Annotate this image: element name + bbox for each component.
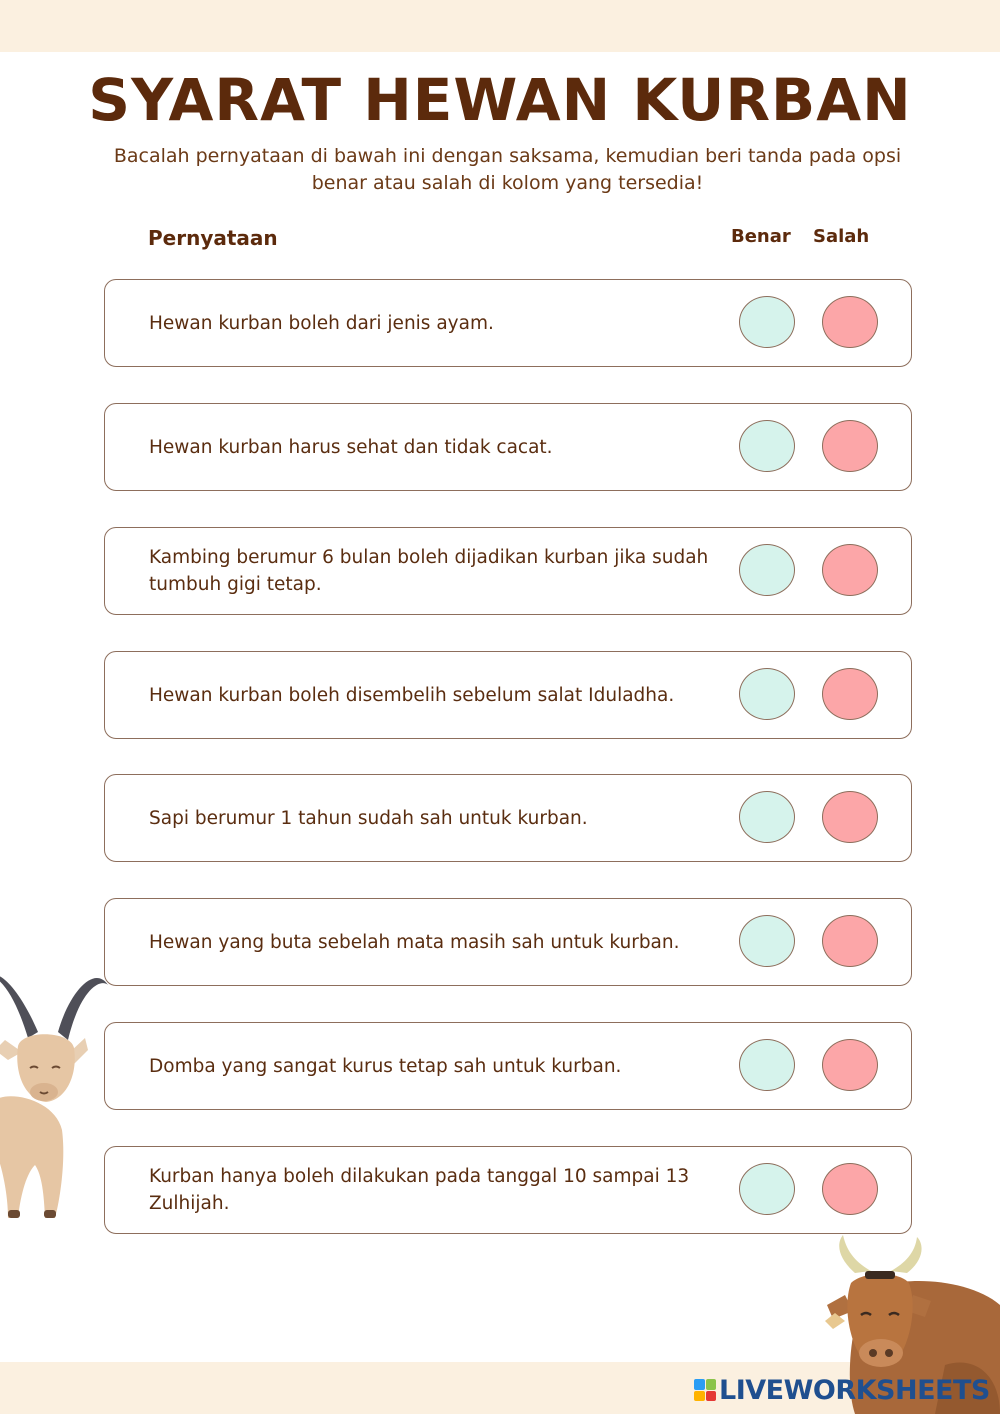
top-band	[0, 0, 1000, 52]
salah-option[interactable]	[822, 915, 878, 967]
liveworksheets-wordmark: LIVEWORKSHEETS	[719, 1374, 990, 1406]
statement-row	[104, 1022, 912, 1110]
statement-row	[104, 403, 912, 491]
statement-text: Kambing berumur 6 bulan boleh dijadikan kurban jika sudah tumbuh gigi tetap.	[149, 547, 709, 595]
benar-option[interactable]	[739, 420, 795, 472]
statement-row	[104, 527, 912, 615]
statement-text: Domba yang sangat kurus tetap sah untuk kurban.	[149, 1055, 622, 1077]
statement-row	[104, 279, 912, 367]
benar-option[interactable]	[739, 544, 795, 596]
benar-option[interactable]	[739, 791, 795, 843]
goat-illustration	[0, 960, 110, 1230]
statement-row	[104, 651, 912, 739]
statement-row	[104, 898, 912, 986]
column-header-benar: Benar	[731, 226, 791, 247]
salah-option[interactable]	[822, 668, 878, 720]
salah-option[interactable]	[822, 1039, 878, 1091]
benar-option[interactable]	[739, 1039, 795, 1091]
benar-option[interactable]	[739, 668, 795, 720]
salah-option[interactable]	[822, 420, 878, 472]
benar-option[interactable]	[739, 296, 795, 348]
liveworksheets-logo-icon	[694, 1379, 716, 1401]
statement-text: Hewan yang buta sebelah mata masih sah untuk kurban.	[149, 931, 680, 953]
salah-option[interactable]	[822, 296, 878, 348]
statement-text: Kurban hanya boleh dilakukan pada tanggal 10 sampai 13 Zulhijah.	[149, 1166, 690, 1214]
column-header-statement: Pernyataan	[148, 226, 278, 250]
page-title: SYARAT HEWAN KURBAN	[88, 66, 912, 134]
column-header-salah: Salah	[813, 226, 870, 247]
liveworksheets-logo	[694, 1372, 990, 1408]
instruction-text: Bacalah pernyataan di bawah ini dengan saksama, kemudian beri tanda pada opsi benar atau salah di kolom yang tersedia!	[113, 145, 902, 194]
statement-row	[104, 774, 912, 862]
statement-row	[104, 1146, 912, 1234]
statement-text: Hewan kurban harus sehat dan tidak cacat.	[149, 436, 553, 458]
benar-option[interactable]	[739, 1163, 795, 1215]
salah-option[interactable]	[822, 791, 878, 843]
statement-text: Hewan kurban boleh dari jenis ayam.	[149, 312, 494, 334]
statement-text: Hewan kurban boleh disembelih sebelum salat Iduladha.	[149, 684, 675, 706]
benar-option[interactable]	[739, 915, 795, 967]
statement-text: Sapi berumur 1 tahun sudah sah untuk kurban.	[149, 807, 588, 829]
salah-option[interactable]	[822, 544, 878, 596]
salah-option[interactable]	[822, 1163, 878, 1215]
